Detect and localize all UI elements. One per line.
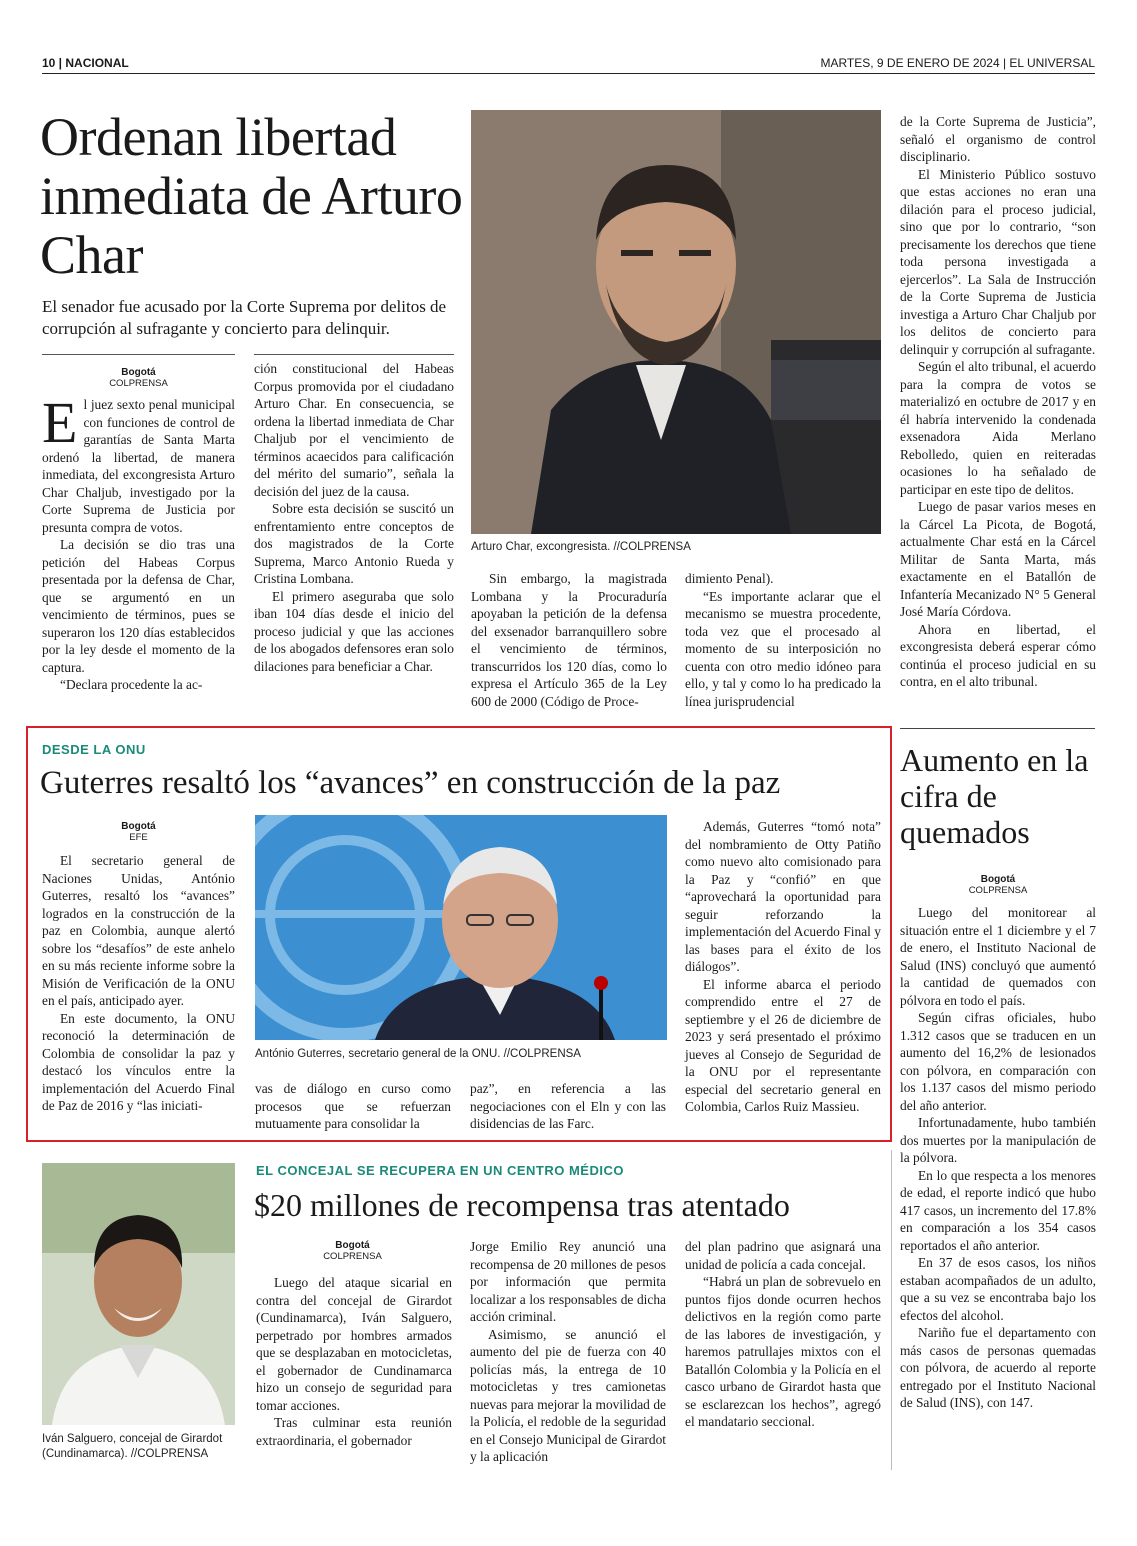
byline-city: Bogotá [121, 367, 156, 378]
paragraph: El informe abarca el periodo comprendido entre el 27 de septiembre y el 26 de diciembre de 2023 y será presentado el próximo jueves al Consejo de Seguridad de la ONU por el representante especial del secretario general en Colombia, Carlos Ruiz Massieu. [685, 976, 881, 1114]
byline-recompensa [256, 1240, 449, 1262]
photo-arturo-char [471, 110, 881, 534]
portrait-illustration [255, 815, 667, 1040]
byline-agency: COLPRENSA [109, 378, 168, 389]
byline-quemados [913, 874, 1083, 896]
guterres-col-1 [42, 852, 235, 1115]
photo-guterres [255, 815, 667, 1040]
paragraph: del plan padrino que asignará una unidad de policía a cada concejal. [685, 1239, 881, 1272]
char-col-2 [254, 360, 454, 675]
paragraph: l juez sexto penal municipal con funciones de control de garantías de Santa Marta ordenó la libertad, de manera inmediata, del excongresista Arturo Char Chaljub, investigado por la Corte Suprema de Justicia por presunta compra de votos. [42, 397, 235, 535]
portrait-illustration [42, 1163, 235, 1425]
photo-ivan-salguero [42, 1163, 235, 1425]
deck-char: El senador fue acusado por la Corte Suprema por delitos de corrupción al sufragante y concierto para delinquir. [42, 297, 447, 338]
paragraph: “Habrá un plan de sobrevuelo en puntos fijos donde ocurren hechos delictivos en la región como parte de las labores de investigación, y haremos patrullajes mixtos con el Batallón Colombia y la Policía en el casco urbano de Girardot hasta que se esclarezcan los hechos”, agregó el mandatario seccional. [685, 1274, 881, 1429]
byline-city: Bogotá [121, 821, 156, 832]
guterres-col-4 [685, 818, 881, 1116]
deck-rule-2 [254, 354, 454, 355]
paragraph: La decisión se dio tras una petición del Habeas Corpus presentada por la defensa de Char, que se argumentó en un vencimiento de términos, pues se superaron los 120 días establecidos por la ley desde el momento de la captura. [42, 537, 235, 675]
char-col-3 [471, 570, 667, 710]
byline-agency: COLPRENSA [968, 885, 1028, 896]
issue-date: MARTES, 9 DE ENERO DE 2024 | EL UNIVERSAL [820, 56, 1095, 70]
paragraph: Luego de pasar varios meses en la Cárcel La Picota, de Bogotá, actualmente Char está en la Cárcel Militar de Santa Marta, más exactamente en el Batallón de Infantería Mecanizado N° 5 General José María Córdova. [900, 499, 1096, 619]
byline-guterres [42, 821, 235, 843]
recompensa-col-2 [470, 1238, 666, 1466]
headline-char: Ordenan libertad inmediata de Arturo Char [40, 107, 463, 285]
photo-caption-guterres: António Guterres, secretario general de la ONU. //COLPRENSA [255, 1048, 581, 1060]
paragraph: Según cifras oficiales, hubo 1.312 casos que se traducen en un aumento del 16,2% de lesionados con pólvora, en comparación con los 1.137 casos del mismo periodo del año anterior. [900, 1010, 1096, 1113]
paragraph: Luego del ataque sicarial en contra del concejal de Girardot (Cundinamarca), Iván Salguero, perpetrado por hombres armados que se desplazaban en motocicletas, el gobernador de Cundinamarca hizo un consejo de seguridad para tomar acciones. [256, 1275, 452, 1413]
paragraph: Ahora en libertad, el excongresista deberá esperar cómo continúa el proceso judicial en su contra, en el alto tribunal. [900, 621, 1096, 689]
paragraph: dimiento Penal). [685, 571, 774, 586]
quemados-body [900, 904, 1096, 1412]
paragraph: Asimismo, se anunció el aumento del pie de fuerza con 40 policías más, la entrega de 10 motocicletas y tres camionetas nuevas para mejorar la movilidad de la Policía, el redoble de la seguridad en el Consejo Municipal de Girardot y la aplicación [470, 1326, 666, 1464]
paragraph: vas de diálogo en curso como procesos que se refuerzan mutuamente para consolidar la [255, 1081, 451, 1131]
paragraph: El secretario general de Naciones Unidas, António Guterres, resaltó los “avances” logrados en la construcción de la paz en Colombia, aunque alertó sobre los “desafíos” de este anhelo en su más reciente informe sobre la Misión de Verificación de la ONU en el país, anticipado ayer. [42, 853, 235, 1008]
paragraph: Sin embargo, la magistrada Lombana y la Procuraduría apoyaban la petición de la defensa del exsenador barranquillero sobre el vencimiento de términos, transcurridos los 120 días, como lo expresa el Artículo 365 de la Ley 600 de 2000 (Código de Proce- [471, 571, 667, 709]
byline-city: Bogotá [335, 1240, 370, 1251]
guterres-col-3 [470, 1080, 666, 1133]
portrait-illustration [471, 110, 881, 534]
paragraph: Nariño fue el departamento con más casos de personas quemadas con pólvora, de acuerdo al reporte entregado por el Instituto Nacional de Salud (INS), con 147. [900, 1325, 1096, 1410]
paragraph: El Ministerio Público sostuvo que estas acciones no eran una dilación para el proceso judicial, sino que por lo contrario, “son precisamente los derechos que tiene toda persona investigada a ejercerlos”. La Sala de Instrucción de la Corte Suprema de Justicia investiga a Arturo Char Chaljub por los delitos de concierto para delinquir y corrupción al sufragante. [900, 166, 1096, 357]
guterres-col-2 [255, 1080, 451, 1133]
paragraph: Según el alto tribunal, el acuerdo para la compra de votos se materializó en octubre de 2017 y en él habría intervenido la condenada exsenadora Aida Merlano Rebolledo, quien en reiteradas ocasiones lo ha señalado de participar en este tipo de delitos. [900, 359, 1096, 497]
section-rule [900, 728, 1095, 729]
byline-agency: COLPRENSA [323, 1251, 382, 1262]
recompensa-col-1 [256, 1274, 452, 1449]
dropcap: E [42, 390, 78, 455]
deck-rule [42, 354, 235, 355]
paragraph: Jorge Emilio Rey anunció una recompensa de 20 millones de pesos por información que permita localizar a los responsables de dicha acción criminal. [470, 1239, 666, 1324]
paragraph: El primero aseguraba que solo iban 104 días desde el inicio del proceso judicial y que las acciones de los abogados defensores eran solo dilaciones para beneficiar a Char. [254, 588, 454, 674]
paragraph: “Es importante aclarar que el mecanismo se muestra procedente, toda vez que el procesado al momento de su interposición no cuenta con otro medio idóneo para ello, y tal y como lo ha predicado la línea jurisprudencial [685, 588, 881, 709]
char-col-5 [900, 113, 1096, 691]
headline-recompensa: $20 millones de recompensa tras atentado [254, 1187, 790, 1223]
paragraph: Tras culminar esta reunión extraordinaria, el gobernador [256, 1415, 452, 1448]
paragraph: En lo que respecta a los menores de edad, el reporte indicó que hubo 417 casos, un incremento del 17.8% en comparación a los 354 casos reportados el año anterior. [900, 1167, 1096, 1253]
paragraph: En 37 de esos casos, los niños estaban acompañados de un adulto, que a su vez se encontraba bajo los efectos del alcohol. [900, 1255, 1096, 1323]
column-divider [891, 1150, 892, 1470]
page-section: 10 | NACIONAL [42, 56, 129, 70]
byline-agency: EFE [129, 832, 148, 843]
paragraph: Luego del monitorear al situación entre el 1 diciembre y el 7 de enero, el Instituto Nacional de Salud (INS) concluyó que aumentó la cantidad de quemados con pólvora en todo el país. [900, 905, 1096, 1008]
kicker-onu: DESDE LA ONU [42, 742, 146, 757]
byline-char [42, 367, 235, 389]
headline-guterres: Guterres resaltó los “avances” en construcción de la paz [40, 765, 781, 801]
paragraph: Sobre esta decisión se suscitó un enfrentamiento entre conceptos de dos magistrados de la Corte Suprema, Marco Antonio Rueda y Cristina Lombana. [254, 501, 454, 586]
paragraph: ción constitucional del Habeas Corpus promovida por el ciudadano Arturo Char. En consecuencia, se ordena la libertad inmediata de Char Chaljub por el vencimiento de términos acaecidos para calificación del mérito del sumario”, señala la decisión del juez de la causa. [254, 361, 454, 499]
headline-quemados: Aumento en la cifra de quemados [900, 742, 1089, 850]
recompensa-col-3 [685, 1238, 881, 1431]
paragraph: paz”, en referencia a las negociaciones con el Eln y con las disidencias de las Farc. [470, 1081, 666, 1131]
char-col-1 [42, 390, 235, 694]
paragraph: Además, Guterres “tomó nota” del nombramiento de Otty Patiño como nuevo alto comisionado para la Paz y “confió” en que “aprovechará la oportunidad para seguir reforzando la implementación del Acuerdo Final y las bases para el éxito de los diálogos”. [685, 819, 881, 974]
kicker-concejal: EL CONCEJAL SE RECUPERA EN UN CENTRO MÉDICO [256, 1163, 624, 1178]
byline-city: Bogotá [980, 874, 1016, 885]
char-col-4 [685, 570, 881, 710]
paragraph: de la Corte Suprema de Justicia”, señaló el organismo de control disciplinario. [900, 114, 1096, 164]
paragraph: En este documento, la ONU reconoció la determinación de Colombia de consolidar la paz y destacó los vínculos entre la implementación del Acuerdo Final de Paz de 2016 y “las iniciati- [42, 1010, 235, 1113]
paragraph: “Declara procedente la ac- [60, 677, 203, 692]
photo-caption-char: Arturo Char, excongresista. //COLPRENSA [471, 541, 691, 553]
paragraph: Infortunadamente, hubo también dos muertes por la manipulación de la pólvora. [900, 1115, 1096, 1165]
masthead-rule [42, 73, 1095, 74]
photo-caption-salguero: Iván Salguero, concejal de Girardot (Cundinamarca). //COLPRENSA [42, 1433, 223, 1460]
